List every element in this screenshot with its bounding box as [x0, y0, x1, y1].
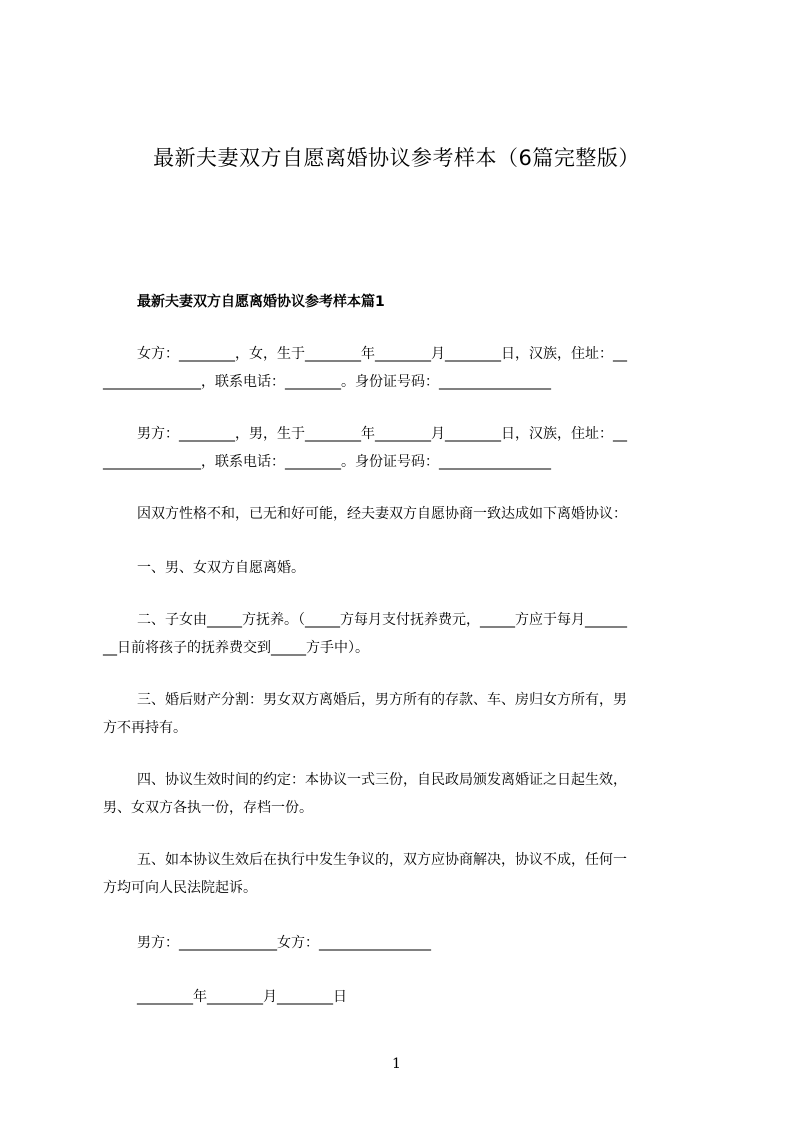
- clause-5-line-1: 五、如本协议生效后在执行中发生争议的，双方应协商解决，协议不成，任何一: [137, 852, 627, 868]
- document-title: 最新夫妻双方自愿离婚协议参考样本（6篇完整版）: [153, 146, 640, 170]
- clause-5-line-2: 方均可向人民法院起诉。: [103, 880, 257, 896]
- male-party-line-2: ______________，联系电话：________。身份证号码：________________: [103, 454, 551, 470]
- clause-4-line-1: 四、协议生效时间的约定：本协议一式三份，自民政局颁发离婚证之日起生效，: [137, 772, 627, 788]
- clause-2-paragraph: [103, 606, 703, 662]
- clause-5-paragraph: [103, 846, 703, 902]
- section-heading: 最新夫妻双方自愿离婚协议参考样本篇1: [137, 294, 385, 310]
- signature-line: 男方：______________女方：________________: [137, 935, 431, 951]
- clause-1-paragraph: [103, 554, 703, 582]
- male-party-line-1: 男方：________，男，生于________年________月________日，汉族，住址：__: [137, 426, 627, 442]
- clause-3-line-1: 三、婚后财产分割：男女双方离婚后，男方所有的存款、车、房归女方所有，男: [137, 692, 627, 708]
- clause-3-line-2: 方不再持有。: [103, 720, 187, 736]
- female-party-line-1: 女方：________，女，生于________年________月________日，汉族，住址：__: [137, 346, 627, 362]
- clause-4-paragraph: [103, 766, 703, 822]
- clause-3-paragraph: [103, 686, 703, 742]
- clause-2-line-2: __日前将孩子的抚养费交到_____方手中）。: [103, 640, 369, 656]
- male-party-paragraph: [103, 420, 703, 476]
- date-line: ________年________月________日: [137, 989, 347, 1005]
- female-party-paragraph: [103, 340, 703, 396]
- clause-4-line-2: 男、女双方各执一份，存档一份。: [103, 800, 313, 816]
- intro-line: 因双方性格不和，已无和好可能，经夫妻双方自愿协商一致达成如下离婚协议：: [137, 506, 627, 522]
- intro-paragraph: [103, 500, 703, 528]
- clause-1-line: 一、男、女双方自愿离婚。: [137, 560, 305, 576]
- page-number: 1: [392, 1056, 401, 1072]
- clause-2-line-1: 二、子女由_____方抚养。（_____方每月支付抚养费元，_____方应于每月______: [137, 612, 627, 628]
- female-party-line-2: ______________，联系电话：________。身份证号码：________________: [103, 374, 551, 390]
